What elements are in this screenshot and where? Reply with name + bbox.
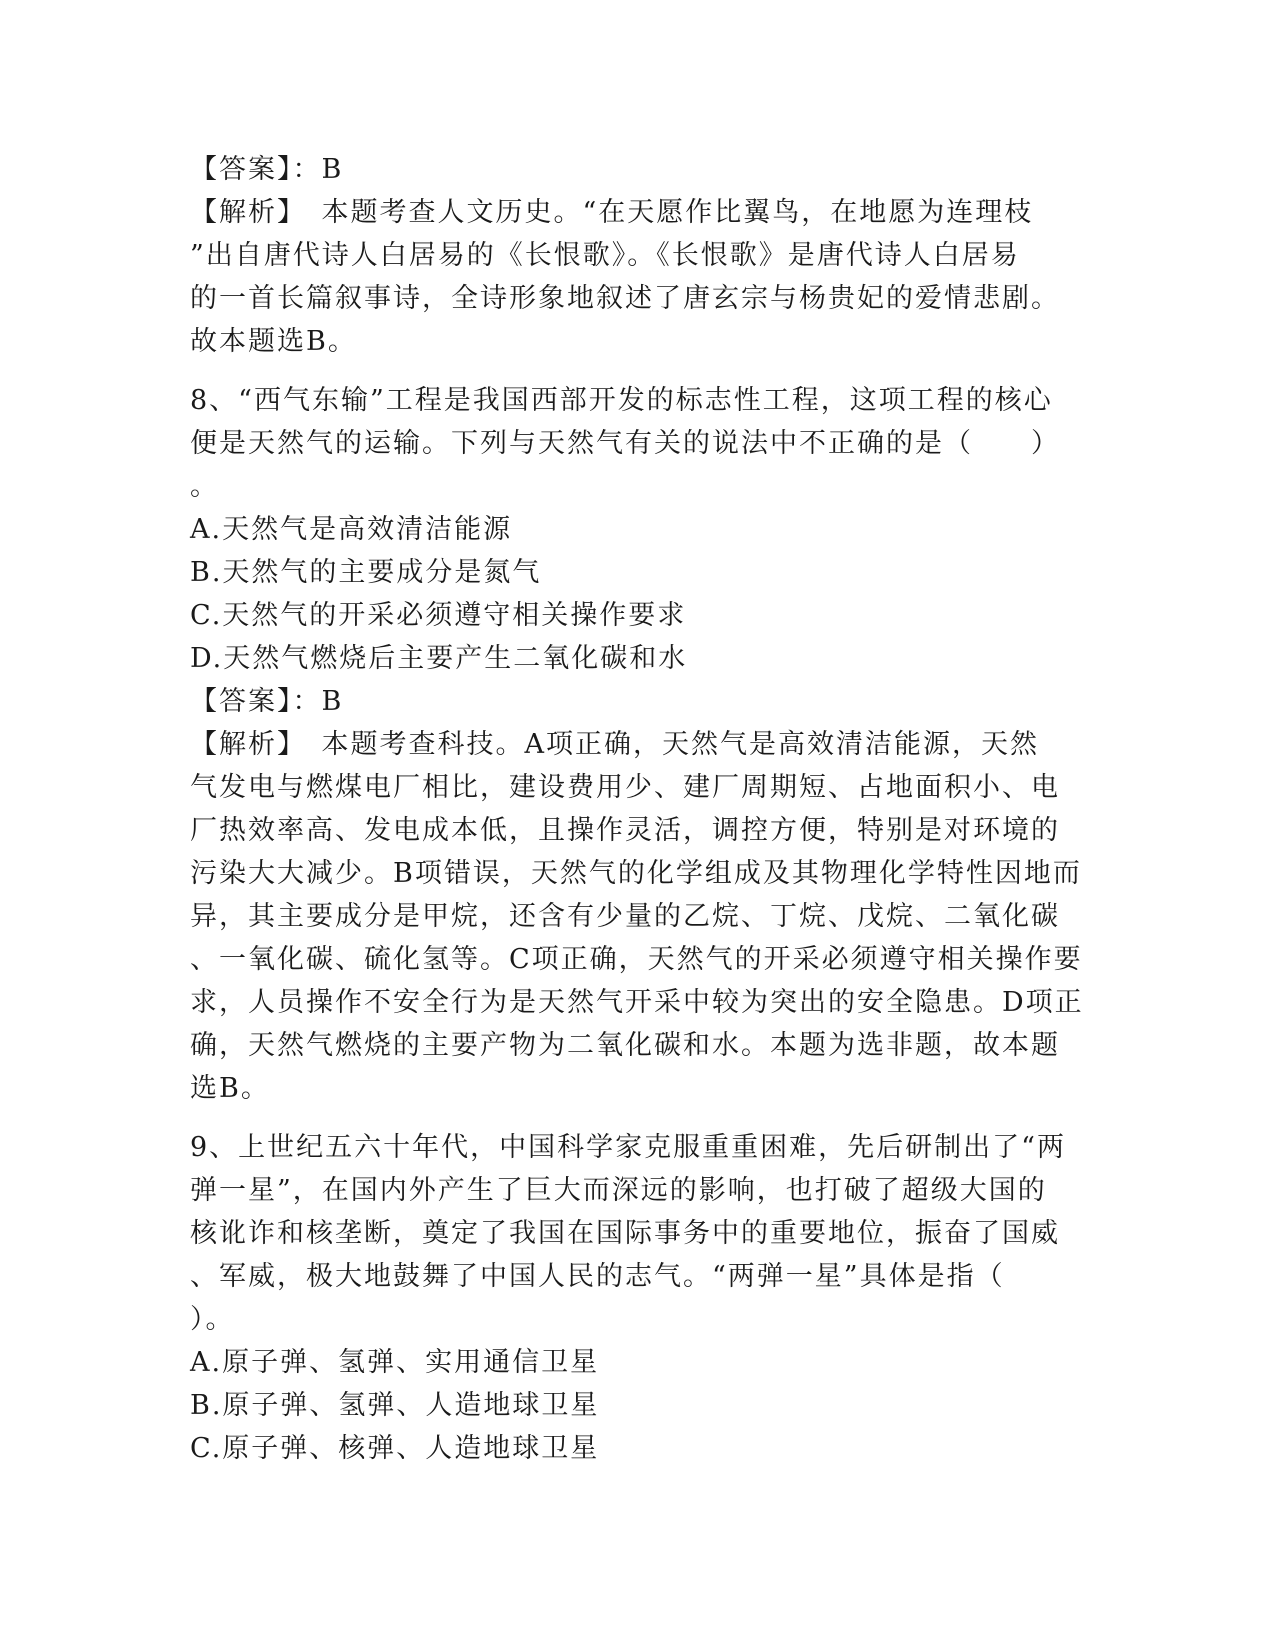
q7-answer: 【答案】：B [190, 154, 344, 185]
q8-option-a: A.天然气是高效清洁能源 [190, 514, 513, 545]
q9-stem-line: 、军威，极大地鼓舞了中国人民的志气。“两弹一星”具体是指（ [190, 1261, 1005, 1292]
q8-answer: 【答案】：B [190, 686, 344, 717]
q7-analysis-line: 的一首长篇叙事诗，全诗形象地叙述了唐玄宗与杨贵妃的爱情悲剧。 [190, 283, 1060, 314]
document-page [190, 148, 1090, 1470]
q7-analysis-line: 故本题选B。 [190, 326, 357, 357]
q9-options [190, 1341, 1090, 1470]
q9-option-c: C.原子弹、核弹、人造地球卫星 [190, 1433, 600, 1464]
q8-option-d: D.天然气燃烧后主要产生二氧化碳和水 [190, 643, 688, 674]
q9-stem-line: ）。 [190, 1304, 235, 1335]
q8-analysis-line: 、一氧化碳、硫化氢等。C项正确，天然气的开采必须遵守相关操作要 [190, 944, 1083, 975]
q8-stem-line: 便是天然气的运输。下列与天然气有关的说法中不正确的是（ ） [190, 428, 1060, 459]
q9-option-a: A.原子弹、氢弹、实用通信卫星 [190, 1347, 600, 1378]
q7-analysis [190, 191, 1090, 363]
q7-analysis-line: ”出自唐代诗人白居易的《长恨歌》。《长恨歌》是唐代诗人白居易 [190, 240, 1020, 271]
q8-analysis-line: 求，人员操作不安全行为是天然气开采中较为突出的安全隐患。D项正 [190, 987, 1084, 1018]
q8-analysis-line: 选B。 [190, 1073, 270, 1104]
q8-analysis-line: 污染大大减少。B项错误，天然气的化学组成及其物理化学特性因地而 [190, 858, 1082, 889]
q9-stem-line: 9、上世纪五六十年代，中国科学家克服重重困难，先后研制出了“两 [190, 1132, 1066, 1163]
q8-stem-line: 。 [190, 471, 219, 502]
q9-stem [190, 1126, 1090, 1341]
q8-analysis [190, 723, 1090, 1110]
q8-analysis-line: 确，天然气燃烧的主要产物为二氧化碳和水。本题为选非题，故本题 [190, 1030, 1060, 1061]
q8-stem-line: 8、“西气东输”工程是我国西部开发的标志性工程，这项工程的核心 [190, 385, 1053, 416]
q8-options [190, 508, 1090, 680]
q8-analysis-line: 异，其主要成分是甲烷，还含有少量的乙烷、丁烷、戊烷、二氧化碳 [190, 901, 1060, 932]
q9-stem-line: 核讹诈和核垄断，奠定了我国在国际事务中的重要地位，振奋了国威 [190, 1218, 1060, 1249]
q8-analysis-line: 气发电与燃煤电厂相比，建设费用少、建厂周期短、占地面积小、电 [190, 772, 1060, 803]
q8-analysis-line: 厂热效率高、发电成本低，且操作灵活，调控方便，特别是对环境的 [190, 815, 1060, 846]
q9-option-b: B.原子弹、氢弹、人造地球卫星 [190, 1390, 600, 1421]
q8-stem [190, 379, 1090, 508]
q8-option-b: B.天然气的主要成分是氮气 [190, 557, 542, 588]
q9-stem-line: 弹一星”，在国内外产生了巨大而深远的影响，也打破了超级大国的 [190, 1175, 1047, 1206]
q8-analysis-line: 【解析】 本题考查科技。A项正确，天然气是高效清洁能源，天然 [190, 729, 1039, 760]
q8-option-c: C.天然气的开采必须遵守相关操作要求 [190, 600, 687, 631]
q7-analysis-line: 【解析】 本题考查人文历史。“在天愿作比翼鸟，在地愿为连理枝 [190, 197, 1034, 228]
